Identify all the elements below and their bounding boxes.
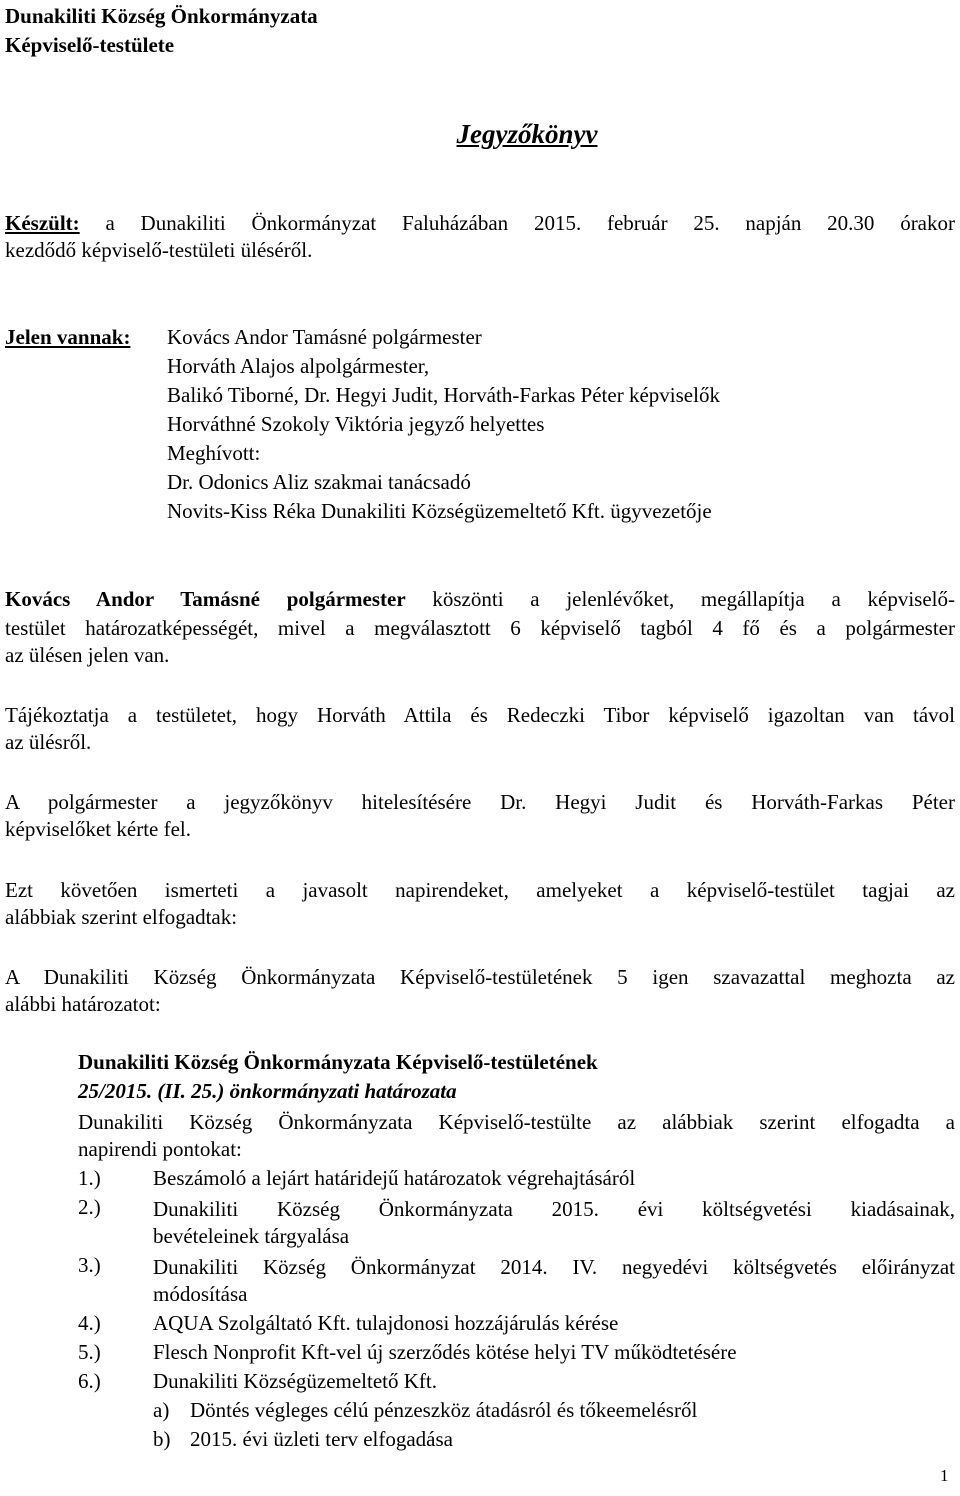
keszult-line2: kezdődő képviselő-testületi üléséről. [5, 238, 313, 262]
para1-line3: az ülésen jelen van. [5, 643, 170, 667]
agenda-item-number: 4.) [78, 1311, 101, 1335]
agenda-item-text-cont: bevételeinek tárgyalása [153, 1224, 350, 1248]
document-title: Jegyzőkönyv [456, 119, 598, 149]
agenda-item-number: 3.) [78, 1253, 101, 1277]
agenda-subitem-label: b) [153, 1427, 171, 1451]
para1-line1: Kovács Andor Tamásné polgármester köszönti a jelenlévőket, megállapítja a képviselő- [5, 587, 955, 611]
agenda-item-text-cont: módosítása [153, 1282, 248, 1306]
agenda-item-text: Dunakiliti Község Önkormányzata 2015. évi költségvetési kiadásainak, [153, 1197, 955, 1221]
jelen-line: Horváth Alajos alpolgármester, [167, 354, 430, 378]
agenda-item-number: 6.) [78, 1369, 101, 1393]
para2-line2: az ülésről. [5, 730, 92, 754]
jelen-line: Novits-Kiss Réka Dunakiliti Községüzemeltető Kft. ügyvezetője [167, 499, 712, 523]
para4-line2: alábbiak szerint elfogadtak: [5, 905, 238, 929]
agenda-item-number: 1.) [78, 1166, 101, 1190]
agenda-subitem-label: a) [153, 1398, 170, 1422]
para2-line1: Tájékoztatja a testületet, hogy Horváth Attila és Redeczki Tibor képviselő igazoltan van távol [5, 703, 955, 727]
page-number: 1 [940, 1466, 949, 1485]
jelen-line: Dr. Odonics Aliz szakmai tanácsadó [167, 470, 471, 494]
agenda-item-text: Beszámoló a lejárt határidejű határozatok végrehajtásáról [153, 1166, 636, 1190]
agenda-item-text: Flesch Nonprofit Kft-vel új szerződés kötése helyi TV működtetésére [153, 1340, 737, 1364]
resolution-intro-line2: napirendi pontokat: [78, 1137, 242, 1161]
agenda-item-text: AQUA Szolgáltató Kft. tulajdonosi hozzájárulás kérése [153, 1311, 619, 1335]
jelen-line: Kovács Andor Tamásné polgármester [167, 325, 482, 349]
resolution-heading: Dunakiliti Község Önkormányzata Képviselő-testületének [78, 1050, 598, 1074]
agenda-item-text: Dunakiliti Község Önkormányzat 2014. IV. negyedévi költségvetés előirányzat [153, 1255, 955, 1279]
para3-line2: képviselőket kérte fel. [5, 817, 192, 841]
para1-line2: testület határozatképességét, mivel a megválasztott 6 képviselő tagból 4 fő és a polgármester [5, 616, 955, 640]
agenda-subitem-text: Döntés végleges célú pénzeszköz átadásról és tőkeemelésről [190, 1398, 698, 1422]
keszult-label: Készült: [5, 211, 80, 235]
para3-line1: A polgármester a jegyzőkönyv hitelesítésére Dr. Hegyi Judit és Horváth-Farkas Péter [5, 790, 955, 814]
agenda-item-number: 2.) [78, 1195, 101, 1219]
para5-line1: A Dunakiliti Község Önkormányzata Képviselő-testületének 5 igen szavazattal meghozta az [5, 965, 955, 989]
resolution-intro-line1: Dunakiliti Község Önkormányzata Képviselő-testülte az alábbiak szerint elfogadta a [78, 1110, 955, 1134]
agenda-item-text: Dunakiliti Községüzemeltető Kft. [153, 1369, 438, 1393]
jelen-line: Horváthné Szokoly Viktória jegyző helyettes [167, 412, 545, 436]
agenda-item-number: 5.) [78, 1340, 101, 1364]
org-name-line1: Dunakiliti Község Önkormányzata [5, 4, 318, 28]
resolution-number: 25/2015. (II. 25.) önkormányzati határozata [78, 1079, 457, 1103]
agenda-subitem-text: 2015. évi üzleti terv elfogadása [190, 1427, 453, 1451]
keszult-line1: Készült: a Dunakiliti Önkormányzat Faluházában 2015. február 25. napján 20.30 órakor [5, 211, 955, 235]
jelen-label: Jelen vannak: [5, 325, 131, 349]
para5-line2: alábbi határozatot: [5, 992, 161, 1016]
para4-line1: Ezt követően ismerteti a javasolt napirendeket, amelyeket a képviselő-testület tagjai az [5, 878, 955, 902]
org-name-line2: Képviselő-testülete [5, 33, 175, 57]
jelen-line: Balikó Tiborné, Dr. Hegyi Judit, Horváth-Farkas Péter képviselők [167, 383, 720, 407]
jelen-line: Meghívott: [167, 441, 261, 465]
